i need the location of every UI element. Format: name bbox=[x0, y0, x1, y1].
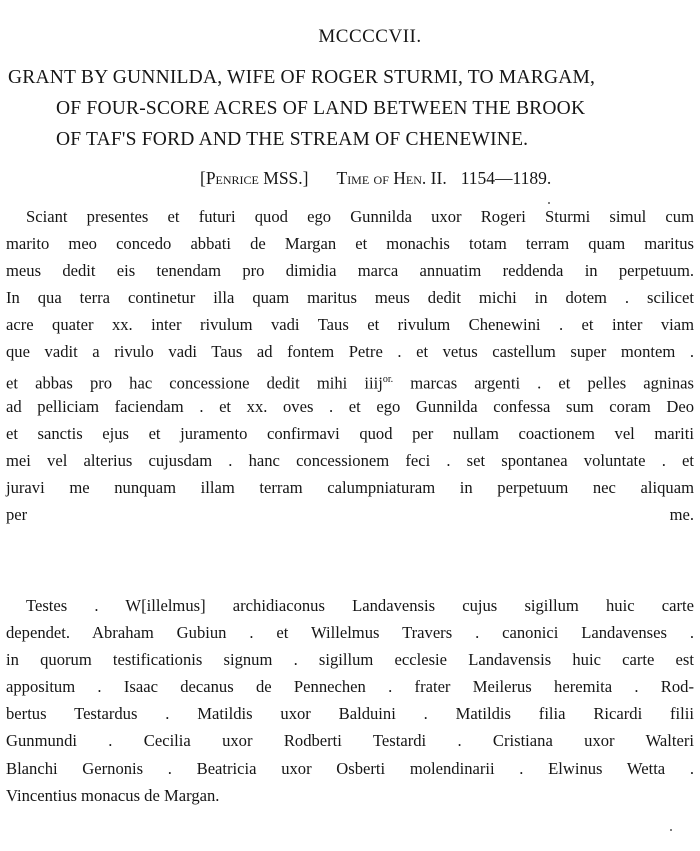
text-line: et sanctis ejus et juramento confirmavi quod per nullam coactionem vel mariti bbox=[6, 423, 694, 443]
witness-line: Gunmundi . Cecilia uxor Rodberti Testardi . Cristiana uxor Walteri bbox=[6, 731, 694, 751]
text-line: que vadit a rivulo vadi Taus ad fontem Petre . et vetus castellum super montem . bbox=[6, 342, 694, 362]
witness-line: in quorum testificationis signum . sigillum ecclesie Landavensis huic carte est bbox=[6, 650, 694, 670]
text-line: juravi me nunquam illam terram calumpniaturam in perpetuum nec aliquam bbox=[6, 477, 694, 497]
text-line bbox=[6, 528, 694, 555]
witness-line: Blanchi Gernonis . Beatricia uxor Osberti molendinarii . Elwinus Wetta . bbox=[6, 758, 694, 778]
text-line-with-superscript bbox=[6, 366, 694, 393]
text-fragment: marcas argenti . et pelles agninas bbox=[393, 373, 694, 393]
text-line: In qua terra continetur illa quam maritus meus dedit michi in dotem . scilicet bbox=[6, 288, 694, 308]
title-line-3: OF TAF'S FORD AND THE STREAM OF CHENEWINE. bbox=[56, 129, 529, 150]
charter-title bbox=[8, 62, 694, 155]
text-line: mei vel alterius cujusdam . hanc concessionem feci . set spontanea voluntate . et bbox=[6, 450, 694, 470]
source-dates: 1154—1189. bbox=[460, 168, 552, 188]
ink-speck bbox=[670, 829, 672, 831]
text-line: meus dedit eis tenendam pro dimidia marca annuatim reddenda in perpetuum. bbox=[6, 261, 694, 281]
text-fragment: et abbas pro hac concessione dedit mihi iiij bbox=[6, 373, 383, 393]
text-line: acre quater xx. inter rivulum vadi Taus et rivulum Chenewini . et inter viam bbox=[6, 315, 694, 335]
title-line-1: GRANT BY GUNNILDA, WIFE OF ROGER STURMI, TO MARGAM, bbox=[8, 67, 596, 88]
superscript-abbreviation: or. bbox=[382, 373, 394, 385]
source-line bbox=[200, 168, 551, 189]
source-period: Time of Hen. II. bbox=[336, 168, 447, 188]
witness-list-paragraph bbox=[6, 592, 694, 809]
witness-line: Testes . W[illelmus] archidiaconus Landavensis cujus sigillum huic carte bbox=[26, 596, 694, 615]
witness-line: bertus Testardus . Matildis uxor Balduini . Matildis filia Ricardi filii bbox=[6, 704, 694, 724]
witness-line: Vincentius monacus de Margan. bbox=[6, 785, 220, 805]
text-line: ad pelliciam faciendam . et xx. oves . et ego Gunnilda confessa sum coram Deo bbox=[6, 396, 694, 416]
witness-line: appositum . Isaac decanus de Pennechen . frater Meilerus heremita . Rod- bbox=[6, 677, 694, 697]
charter-text-paragraph bbox=[6, 203, 694, 555]
text-line: per me. bbox=[6, 505, 694, 525]
source-reference: [Penrice MSS.] bbox=[200, 168, 309, 188]
title-line-2: OF FOUR-SCORE ACRES OF LAND BETWEEN THE BROOK bbox=[56, 98, 586, 119]
ink-speck bbox=[548, 202, 550, 204]
witness-line: dependet. Abraham Gubiun . et Willelmus Travers . canonici Landavenses . bbox=[6, 623, 694, 643]
text-line: marito meo concedo abbati de Margan et monachis totam terram quam maritus bbox=[6, 234, 694, 254]
charter-number: MCCCCVII. bbox=[318, 26, 422, 47]
text-line: Sciant presentes et futuri quod ego Gunnilda uxor Rogeri Sturmi simul cum bbox=[26, 207, 694, 226]
